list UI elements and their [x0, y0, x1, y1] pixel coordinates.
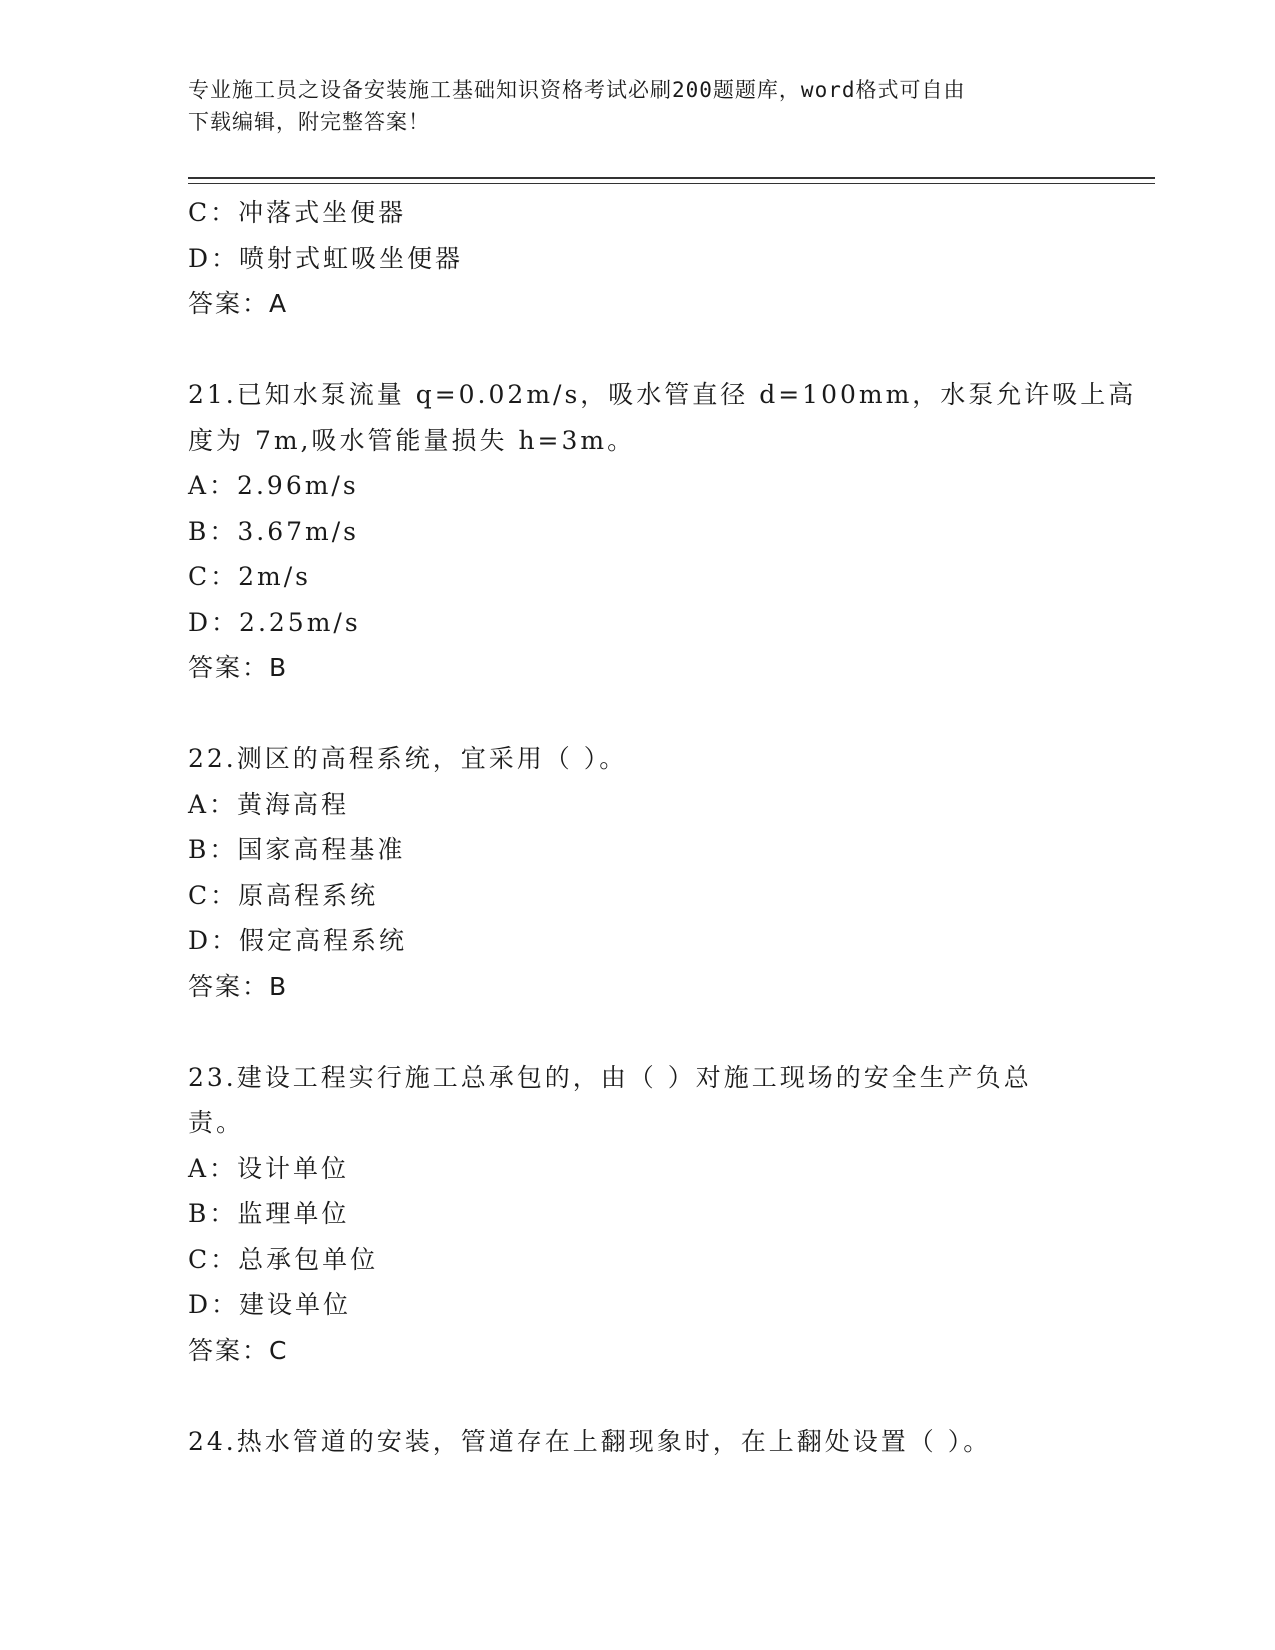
spacer — [188, 1009, 1148, 1055]
spacer — [188, 327, 1148, 373]
header-line-1: 专业施工员之设备安装施工基础知识资格考试必刷200题题库，word格式可自由 — [188, 78, 966, 102]
option-line: B：国家高程基准 — [188, 835, 406, 864]
option-line: B：监理单位 — [188, 1199, 350, 1228]
question-text: 23.建设工程实行施工总承包的，由（ ）对施工现场的安全生产负总 — [188, 1062, 1032, 1092]
answer-line: 答案：B — [188, 971, 289, 1001]
spacer — [188, 691, 1148, 737]
spacer — [188, 1373, 1148, 1419]
option-line: D：建设单位 — [188, 1290, 352, 1319]
question-text: 度为 7m,吸水管能量损失 h=3m。 — [188, 425, 636, 455]
option-line: C：总承包单位 — [188, 1244, 379, 1274]
option-line: C：冲落式坐便器 — [188, 198, 407, 227]
answer-line: 答案：C — [188, 1335, 289, 1365]
option-line: A：设计单位 — [188, 1153, 350, 1183]
answer-line: 答案：B — [188, 653, 289, 682]
option-line: D：假定高程系统 — [188, 926, 408, 955]
option-line: D：2.25m/s — [188, 607, 361, 637]
option-line: B：3.67m/s — [188, 516, 359, 546]
option-line: C：2m/s — [188, 562, 311, 591]
option-line: D：喷射式虹吸坐便器 — [188, 243, 464, 273]
option-line: A：2.96m/s — [188, 471, 359, 500]
question-text: 21.已知水泵流量 q=0.02m/s，吸水管直径 d=100mm，水泵允许吸上高 — [188, 380, 1137, 409]
answer-line: 答案：A — [188, 289, 289, 318]
document-header — [188, 74, 1088, 138]
question-text: 24.热水管道的安装，管道存在上翻现象时，在上翻处设置（ ）。 — [188, 1426, 992, 1456]
header-line-2: 下载编辑，附完整答案！ — [188, 110, 430, 134]
header-divider-thin — [188, 183, 1155, 184]
question-text: 责。 — [188, 1108, 245, 1137]
question-list — [188, 190, 1148, 1464]
question-text: 22.测区的高程系统，宜采用（ ）。 — [188, 744, 628, 773]
option-line: A：黄海高程 — [188, 789, 350, 819]
header-divider-thick — [188, 177, 1155, 179]
option-line: C：原高程系统 — [188, 880, 379, 910]
